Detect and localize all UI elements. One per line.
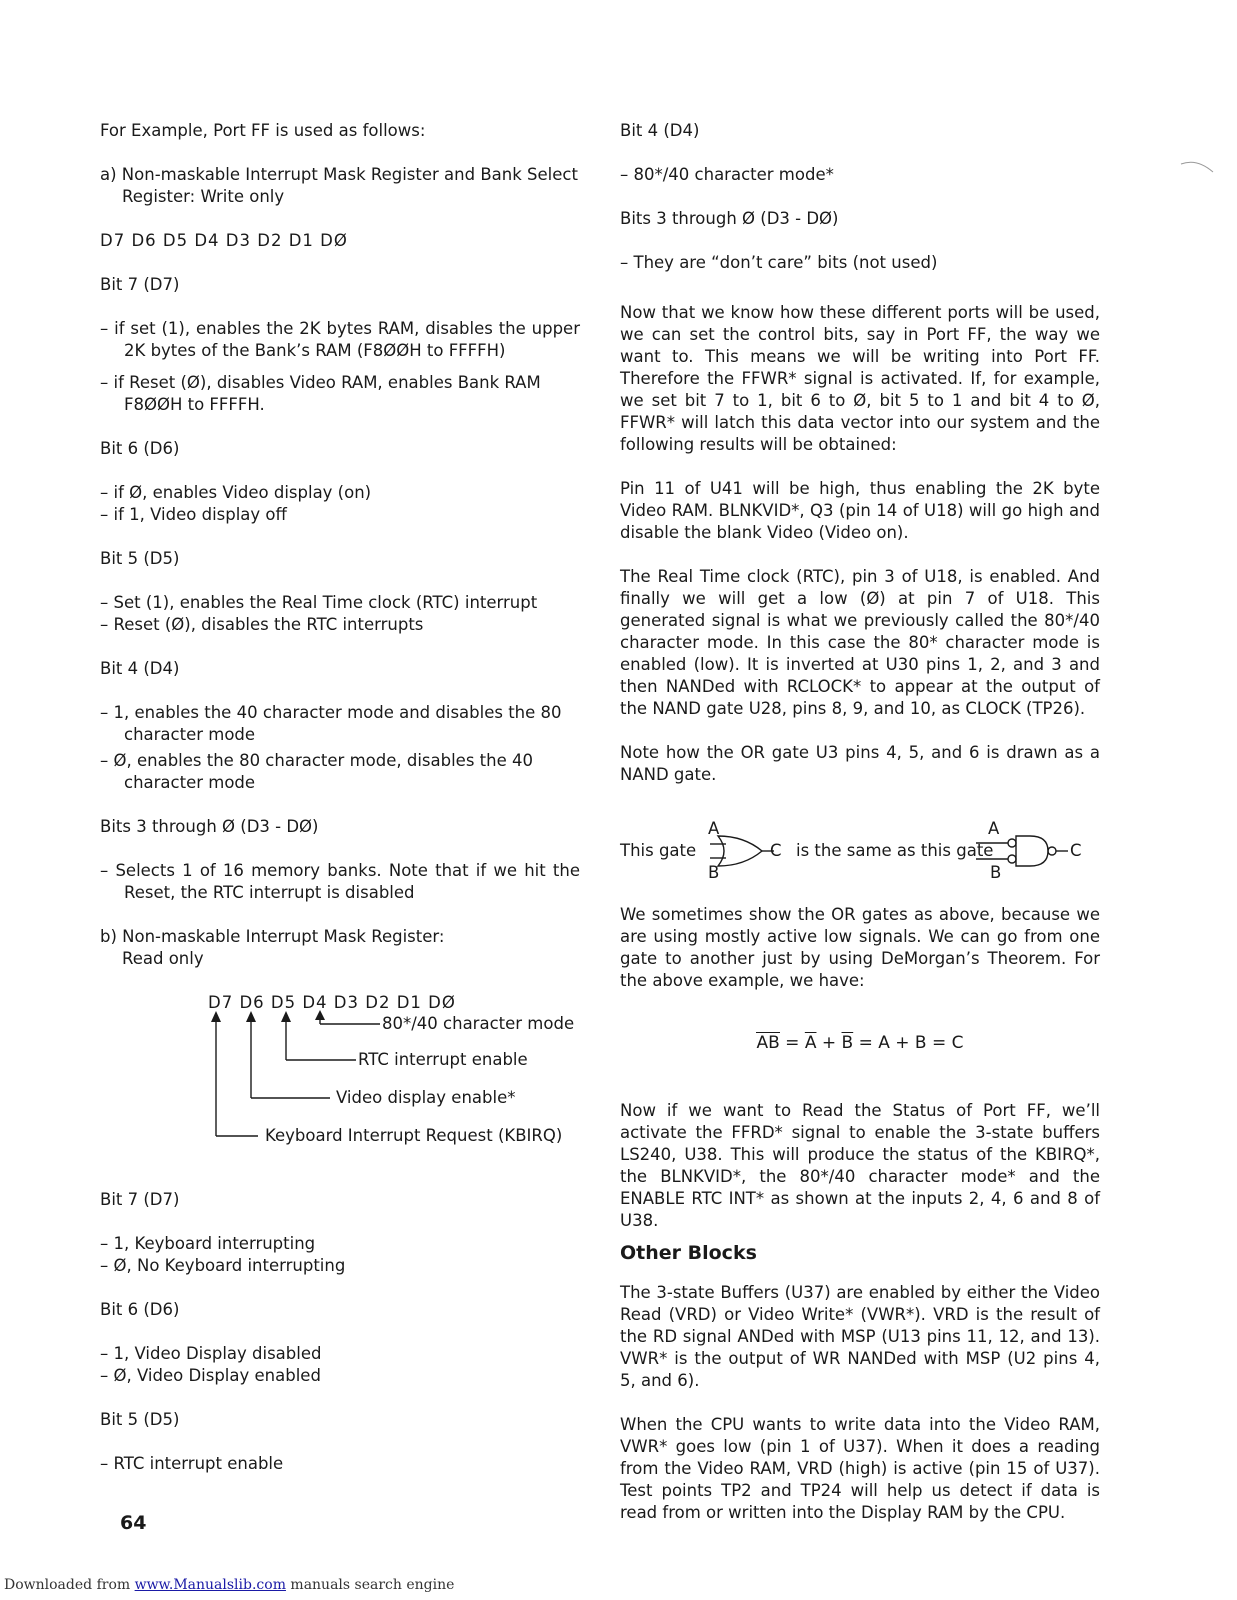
para-3state-buffers: The 3-state Buffers (U37) are enabled by either the Video Read (VRD) or Video Write* (VWR*). VRD is the result of the RD signal ANDed with MSP (U13 pins 11, 12, and 13). VWR* is the output of WR NANDed with MSP (U2 pins 4, 5, and 6).	[620, 1283, 1100, 1390]
bit5-item-a: – Set (1), enables the Real Time clock (RTC) interrupt	[100, 593, 538, 612]
bit4-item-a: – 1, enables the 40 character mode and disables the 80 character mode	[100, 703, 562, 744]
r-bit4-item-a: – 80*/40 character mode*	[620, 165, 834, 184]
para-control-bits: Now that we know how these different ports will be used, we can set the control bits, say in Port FF, the way we want to. This means we will be writing into Port FF. Therefore the FFWR* signal is activated. If, for example, we set bit 7 to 1, bit 6 to Ø, bit 5 to 1 and bit 4 to Ø, FFWR* will latch this data vector into our system and the following results will be obtained:	[620, 303, 1100, 454]
rb6-item-b: – Ø, Video Display enabled	[100, 1366, 321, 1385]
margin-marks	[1177, 150, 1237, 750]
right-column	[620, 120, 1100, 1524]
para-cpu-write: When the CPU wants to write data into the Video RAM, VWR* goes low (pin 1 of U37). When it does a reading from the Video RAM, VRD (high) is active (pin 15 of U37). Test points TP2 and TP24 will help us detect if data is read from or written into the Display RAM by the CPU.	[620, 1415, 1100, 1522]
rb7-item-b: – Ø, No Keyboard interrupting	[100, 1256, 346, 1275]
read-bits-diagram	[100, 992, 580, 1167]
para-rtc: The Real Time clock (RTC), pin 3 of U18, is enabled. And finally we will get a low (Ø) at pin 7 of U18. This generated signal is what we previously called the 80*/40 character mode. In this case the 80* character mode is enabled (low). It is inverted at U30 pins 1, 2, and 3 and then NANDed with RCLOCK* to appear at the output of the NAND gate U28, pins 8, 9, and 10, as CLOCK (TP26).	[620, 567, 1100, 718]
bits30-title: Bits 3 through Ø (D3 - DØ)	[100, 817, 319, 836]
bit5-item-b: – Reset (Ø), disables the RTC interrupts	[100, 615, 424, 634]
gate1-a-label: A	[708, 819, 720, 838]
demorgan-formula	[620, 1032, 1100, 1054]
gate1-b-label: B	[708, 863, 720, 882]
para-or-gate: Note how the OR gate U3 pins 4, 5, and 6 is drawn as a NAND gate.	[620, 743, 1100, 784]
rb5-item-a: – RTC interrupt enable	[100, 1454, 284, 1473]
para-read-status: Now if we want to Read the Status of Port FF, we’ll activate the FFRD* signal to enable the 3-state buffers LS240, U38. This will produce the status of the KBIRQ*, the BLNKVID*, the 80*/40 character mode* and the ENABLE RTC INT* as shown at the inputs 2, 4, 6 and 8 of U38.	[620, 1101, 1100, 1230]
formula-eq1: =	[779, 1033, 805, 1053]
bit6-item-a: – if Ø, enables Video display (on)	[100, 483, 372, 502]
bit4-title: Bit 4 (D4)	[100, 659, 180, 678]
manualslib-link[interactable]: www.Manualslib.com	[134, 1577, 286, 1593]
page-number: 64	[120, 1512, 147, 1534]
para-pin11: Pin 11 of U41 will be high, thus enabling the 2K byte Video RAM. BLNKVID*, Q3 (pin 14 of U18) will go high and disable the blank Video (Video on).	[620, 479, 1100, 542]
para-demorgan: We sometimes show the OR gates as above, because we are using mostly active low signals. We can go from one gate to another just by using DeMorgan’s Theorem. For the above example, we have:	[620, 905, 1100, 990]
this-gate-label: This gate	[620, 841, 697, 860]
label-d5: RTC interrupt enable	[358, 1050, 528, 1069]
label-d6: Video display enable*	[336, 1088, 516, 1107]
left-column	[100, 120, 580, 1475]
label-d4: 80*/40 character mode	[382, 1014, 575, 1033]
bits30-item-a: – Selects 1 of 16 memory banks. Note that if we hit the Reset, the RTC interrupt is disabled	[100, 861, 580, 902]
r-bit4-title: Bit 4 (D4)	[620, 121, 700, 140]
section-heading-other-blocks: Other Blocks	[620, 1242, 757, 1264]
bit7-title: Bit 7 (D7)	[100, 275, 180, 294]
label-d7: Keyboard Interrupt Request (KBIRQ)	[265, 1126, 563, 1145]
formula-plus: +	[816, 1033, 842, 1053]
bit7-item-b: – if Reset (Ø), disables Video RAM, enables Bank RAM F8ØØH to FFFFH.	[100, 373, 541, 414]
item-b-line1: b) Non-maskable Interrupt Mask Register:	[100, 927, 445, 946]
gate2-c-label: C	[1070, 841, 1082, 860]
r-bits30-item-a: – They are “don’t care” bits (not used)	[620, 253, 938, 272]
bit6-title: Bit 6 (D6)	[100, 439, 180, 458]
formula-b: $\overline{B}$	[841, 1033, 854, 1053]
gate1-c-label: C	[770, 841, 782, 860]
r-bits30-title: Bits 3 through Ø (D3 - DØ)	[620, 209, 839, 228]
item-b-line2: Read only	[122, 949, 204, 968]
diagram-bits-header: D7 D6 D5 D4 D3 D2 D1 DØ	[208, 993, 456, 1012]
gate2-b-label: B	[990, 863, 1002, 882]
rb6-title: Bit 6 (D6)	[100, 1300, 180, 1319]
same-as-label: is the same as this gate	[796, 841, 994, 860]
formula-ab: $\overline{AB}$	[756, 1033, 780, 1053]
gate2-a-label: A	[988, 819, 1000, 838]
formula-a: $\overline{A}$	[804, 1033, 817, 1053]
formula-rest: = A + B = C	[853, 1033, 964, 1053]
rb5-title: Bit 5 (D5)	[100, 1410, 180, 1429]
bit6-item-b: – if 1, Video display off	[100, 505, 287, 524]
bit7-item-a: – if set (1), enables the 2K bytes RAM, disables the upper 2K bytes of the Bank’s RAM (F8ØØH to FFFFH)	[100, 319, 580, 360]
footer-suffix: manuals search engine	[285, 1577, 455, 1593]
rb6-item-a: – 1, Video Display disabled	[100, 1344, 322, 1363]
item-a: a) Non-maskable Interrupt Mask Register and Bank Select Register: Write only	[100, 165, 578, 206]
gate-equivalence-figure	[620, 816, 1100, 886]
rb7-title: Bit 7 (D7)	[100, 1190, 180, 1209]
intro-text: For Example, Port FF is used as follows:	[100, 121, 426, 140]
bit5-title: Bit 5 (D5)	[100, 549, 180, 568]
bit4-item-b: – Ø, enables the 80 character mode, disables the 40 character mode	[100, 751, 533, 792]
footer	[4, 1574, 454, 1596]
footer-prefix: Downloaded from	[4, 1577, 135, 1593]
bits-header: D7 D6 D5 D4 D3 D2 D1 DØ	[100, 231, 348, 250]
rb7-item-a: – 1, Keyboard interrupting	[100, 1234, 316, 1253]
